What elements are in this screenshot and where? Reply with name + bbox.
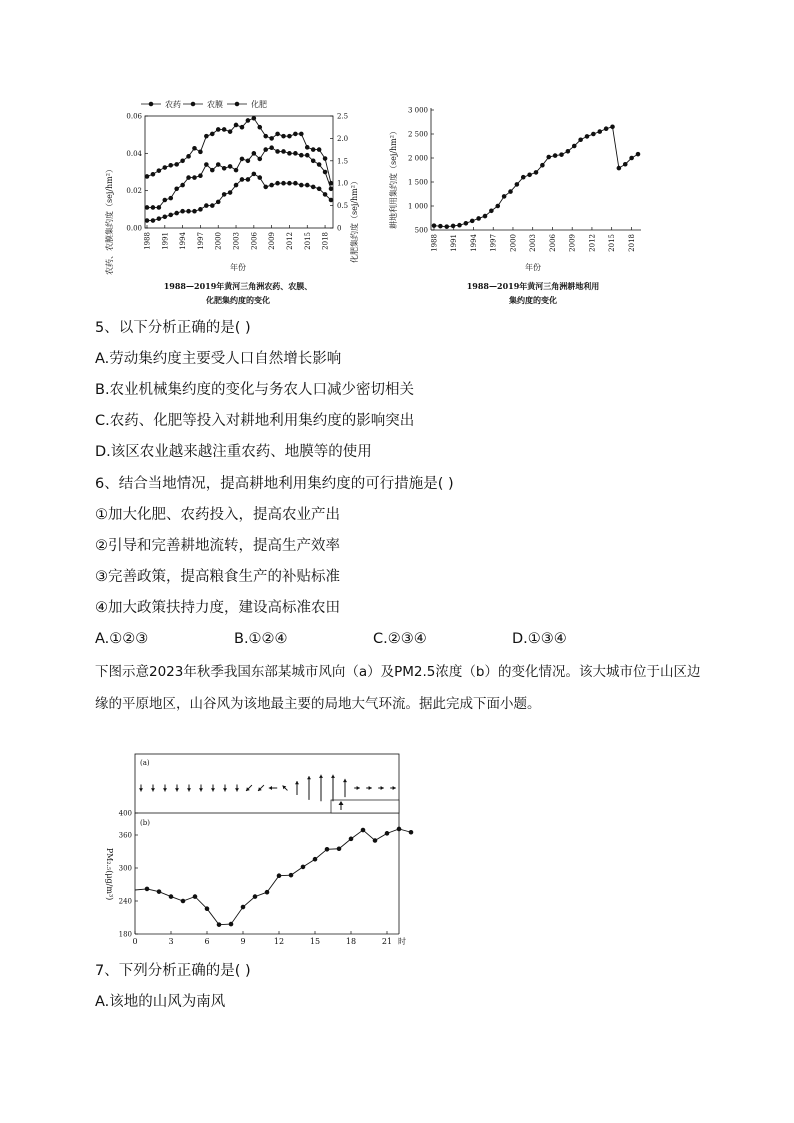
chart-title-line2: 化肥集约度的变化 bbox=[206, 295, 270, 305]
data-point-农药 bbox=[181, 209, 185, 213]
q5-option-d: D.该区农业越来越注重农药、地膜等的使用 bbox=[95, 444, 372, 460]
y2-tick-label: 2.0 bbox=[337, 134, 349, 143]
q5-option-a: A.劳动集约度主要受人口自然增长影响 bbox=[95, 351, 342, 367]
data-point bbox=[598, 130, 602, 134]
y-tick-label: 0.04 bbox=[126, 149, 142, 158]
wind-arrowhead bbox=[235, 788, 239, 791]
wind-arrowhead bbox=[357, 786, 360, 790]
data-point-农膜 bbox=[288, 151, 292, 155]
data-point bbox=[502, 195, 506, 199]
panel-b-label: (b) bbox=[140, 819, 150, 827]
data-point bbox=[636, 152, 640, 156]
x-tick-label: 3 bbox=[168, 937, 174, 946]
data-point bbox=[496, 204, 500, 208]
data-point bbox=[528, 173, 532, 177]
y-tick-label: 1 000 bbox=[407, 202, 428, 211]
x-tick-label: 2015 bbox=[608, 234, 617, 252]
data-point-农药 bbox=[228, 191, 232, 195]
pm25-point bbox=[337, 847, 341, 851]
data-point-农膜 bbox=[311, 159, 315, 163]
data-point-化肥 bbox=[163, 166, 167, 170]
q6-statement-2: ②引导和完善耕地流转，提高生产效率 bbox=[95, 538, 340, 554]
pm25-point bbox=[289, 873, 293, 877]
x-tick-label: 1988 bbox=[430, 234, 439, 252]
legend-marker bbox=[149, 102, 153, 106]
data-point-化肥 bbox=[234, 123, 238, 127]
data-point bbox=[585, 135, 589, 139]
intro-paragraph: 下图示意2023年秋季我国东部某城市风向（a）及PM2.5浓度（b）的变化情况。该大城市位于山区边缘的平原地区，山谷风为该地最主要的局地大气环流。据此完成下面小题。 bbox=[95, 664, 701, 712]
y-tick-label: 2 000 bbox=[407, 154, 428, 163]
data-point bbox=[515, 183, 519, 187]
pm25-point bbox=[361, 828, 365, 832]
pm25-point bbox=[157, 890, 161, 894]
data-point bbox=[623, 162, 627, 166]
data-point-农膜 bbox=[181, 183, 185, 187]
data-point-化肥 bbox=[145, 175, 149, 179]
data-point-化肥 bbox=[264, 134, 268, 138]
y2-tick-label: 0.5 bbox=[337, 202, 349, 211]
pm25-line bbox=[135, 829, 411, 925]
legend-label-1: 农膜 bbox=[207, 100, 223, 109]
data-point-化肥 bbox=[222, 128, 226, 132]
chart-wind-pm25 bbox=[95, 750, 415, 952]
y-tick-label: 240 bbox=[118, 897, 132, 906]
data-point bbox=[540, 163, 544, 167]
y2-tick-label: 2.5 bbox=[337, 112, 349, 121]
x-axis-unit: 时 bbox=[398, 937, 406, 946]
pm25-point bbox=[409, 830, 413, 834]
pm25-point bbox=[397, 827, 401, 831]
data-point-化肥 bbox=[288, 134, 292, 138]
y2-tick-label: 0 bbox=[337, 224, 342, 233]
pm25-point bbox=[181, 899, 185, 903]
data-point bbox=[604, 127, 608, 131]
wind-arrowhead bbox=[151, 788, 155, 791]
data-point bbox=[617, 166, 621, 170]
y-tick-label: 360 bbox=[118, 831, 132, 840]
y2-axis-label: 化肥集约度（sej/hm²） bbox=[350, 177, 359, 263]
x-tick-label: 2006 bbox=[250, 232, 259, 250]
y-tick-label: 400 bbox=[118, 809, 132, 818]
x-tick-label: 6 bbox=[204, 937, 210, 946]
data-point-化肥 bbox=[187, 154, 191, 158]
y-tick-label: 0.00 bbox=[126, 224, 142, 233]
y-tick-label: 2 500 bbox=[407, 130, 428, 139]
wind-arrowhead bbox=[269, 786, 272, 790]
data-point-化肥 bbox=[246, 119, 250, 123]
data-point-农药 bbox=[282, 181, 286, 185]
data-point-农膜 bbox=[240, 157, 244, 161]
x-tick-label: 1988 bbox=[143, 232, 152, 250]
legend-label-2: 化肥 bbox=[251, 100, 267, 109]
pm25-point bbox=[385, 831, 389, 835]
chart3-svg bbox=[95, 750, 415, 952]
data-point bbox=[445, 225, 449, 229]
data-point-农膜 bbox=[293, 151, 297, 155]
wind-arrowhead bbox=[307, 776, 311, 779]
x-tick-label: 2009 bbox=[568, 234, 577, 252]
data-point bbox=[470, 219, 474, 223]
q6-stem: 6、结合当地情况，提高耕地利用集约度的可行措施是( ) bbox=[95, 476, 454, 492]
data-point-化肥 bbox=[323, 157, 327, 161]
x-tick-label: 9 bbox=[240, 937, 246, 946]
data-point-农药 bbox=[258, 176, 262, 180]
x-tick-label: 1994 bbox=[469, 234, 478, 252]
pm25-point bbox=[253, 895, 257, 899]
pm25-point bbox=[277, 874, 281, 878]
y2-tick-label: 1.0 bbox=[337, 179, 349, 188]
data-point-农膜 bbox=[145, 206, 149, 210]
data-point-化肥 bbox=[151, 172, 155, 176]
data-point-化肥 bbox=[199, 150, 203, 154]
data-point bbox=[464, 221, 468, 225]
data-point-化肥 bbox=[210, 132, 214, 136]
wind-arrowhead bbox=[139, 788, 143, 791]
data-point bbox=[451, 224, 455, 228]
data-point-农膜 bbox=[252, 151, 256, 155]
data-point-农膜 bbox=[163, 198, 167, 202]
x-tick-label: 2000 bbox=[509, 234, 518, 252]
data-point-农膜 bbox=[210, 168, 214, 172]
wind-arrowhead bbox=[163, 788, 167, 791]
data-point-农膜 bbox=[187, 176, 191, 180]
data-point bbox=[521, 175, 525, 179]
chart-cropland-intensity bbox=[383, 98, 663, 314]
data-point-化肥 bbox=[157, 169, 161, 173]
legend-label-0: 农药 bbox=[165, 100, 181, 109]
legend-marker bbox=[235, 102, 239, 106]
data-point bbox=[572, 144, 576, 148]
chart-title-line1: 1988—2019年黄河三角洲耕地利用 bbox=[466, 281, 600, 291]
legend-marker bbox=[191, 102, 195, 106]
wind-arrowhead bbox=[199, 788, 203, 791]
x-tick-label: 2018 bbox=[321, 232, 330, 250]
data-point-化肥 bbox=[252, 116, 256, 120]
data-point bbox=[560, 153, 564, 157]
data-point-农膜 bbox=[234, 168, 238, 172]
data-point-农药 bbox=[151, 219, 155, 223]
data-point-化肥 bbox=[228, 130, 232, 134]
data-point-化肥 bbox=[181, 159, 185, 163]
x-tick-label: 21 bbox=[381, 937, 393, 946]
x-tick-label: 2012 bbox=[588, 234, 597, 252]
wind-arrowhead bbox=[211, 788, 215, 791]
chart1-svg bbox=[95, 92, 370, 314]
data-point-农药 bbox=[276, 181, 280, 185]
data-point-农膜 bbox=[193, 176, 197, 180]
x-tick-label: 12 bbox=[273, 937, 285, 946]
x-axis-label: 年份 bbox=[525, 263, 541, 272]
data-point-农药 bbox=[311, 185, 315, 189]
q7-stem: 7、下列分析正确的是( ) bbox=[95, 963, 251, 979]
x-tick-label: 2006 bbox=[548, 234, 557, 252]
data-point-化肥 bbox=[329, 181, 333, 185]
q5-option-c: C.农药、化肥等投入对耕地利用集约度的影响突出 bbox=[95, 413, 415, 429]
data-point-农药 bbox=[264, 185, 268, 189]
data-point-农膜 bbox=[270, 146, 274, 150]
data-point-化肥 bbox=[193, 146, 197, 150]
data-point-农药 bbox=[169, 213, 173, 217]
data-point-农膜 bbox=[282, 150, 286, 154]
y-tick-label: 500 bbox=[414, 226, 428, 235]
series-line bbox=[434, 127, 638, 227]
data-point bbox=[630, 156, 634, 160]
data-point-农膜 bbox=[175, 187, 179, 191]
q6-statement-4: ④加大政策扶持力度，建设高标准农田 bbox=[95, 600, 340, 616]
data-point bbox=[432, 224, 436, 228]
x-tick-label: 2012 bbox=[285, 232, 294, 250]
data-point-农膜 bbox=[204, 163, 208, 167]
q7-option-a: A.该地的山风为南风 bbox=[95, 994, 226, 1010]
y-tick-label: 300 bbox=[118, 864, 132, 873]
data-point bbox=[566, 149, 570, 153]
data-point bbox=[489, 209, 493, 213]
data-point-农药 bbox=[187, 209, 191, 213]
data-point-农膜 bbox=[264, 148, 268, 152]
data-point-农膜 bbox=[258, 157, 262, 161]
data-point bbox=[483, 214, 487, 218]
data-point-农膜 bbox=[246, 159, 250, 163]
data-point-农膜 bbox=[299, 153, 303, 157]
wind-arrowhead bbox=[343, 779, 347, 782]
data-point-农药 bbox=[240, 178, 244, 182]
q6-statement-3: ③完善政策，提高粮食生产的补贴标准 bbox=[95, 569, 340, 585]
data-point-农药 bbox=[252, 172, 256, 176]
data-point bbox=[579, 138, 583, 142]
data-point-化肥 bbox=[282, 134, 286, 138]
pm25-point bbox=[265, 890, 269, 894]
data-point-化肥 bbox=[317, 148, 321, 152]
data-point-农膜 bbox=[157, 206, 161, 210]
wind-arrowhead bbox=[175, 788, 179, 791]
x-tick-label: 2015 bbox=[303, 232, 312, 250]
data-point-农膜 bbox=[151, 206, 155, 210]
data-point-农药 bbox=[175, 211, 179, 215]
data-point-化肥 bbox=[169, 163, 173, 167]
data-point-化肥 bbox=[270, 137, 274, 141]
data-point-农药 bbox=[204, 204, 208, 208]
data-point-农药 bbox=[299, 183, 303, 187]
q6-options bbox=[95, 629, 567, 649]
pm25-point bbox=[349, 837, 353, 841]
wind-arrowhead bbox=[319, 775, 323, 778]
chart2-svg bbox=[383, 98, 663, 314]
x-tick-label: 1991 bbox=[161, 232, 170, 250]
chart-pesticide-film-fertilizer bbox=[95, 92, 370, 314]
q6-option-b: B.①②④ bbox=[234, 631, 288, 647]
pm25-point bbox=[313, 857, 317, 861]
y-axis-label: 耕地利用集约度（sej/hm²） bbox=[389, 127, 398, 229]
pm25-point bbox=[373, 839, 377, 843]
data-point-农膜 bbox=[228, 165, 232, 169]
y-tick-label: 1 500 bbox=[407, 178, 428, 187]
chart-title-line1: 1988—2019年黄河三角洲农药、农膜、 bbox=[163, 281, 313, 291]
pm25-point bbox=[301, 865, 305, 869]
data-point bbox=[591, 132, 595, 136]
panel-a-label: (a) bbox=[140, 759, 150, 767]
pm25-point bbox=[193, 895, 197, 899]
data-point-农膜 bbox=[216, 163, 220, 167]
data-point-农膜 bbox=[276, 150, 280, 154]
data-point-化肥 bbox=[216, 128, 220, 132]
pm25-point bbox=[241, 905, 245, 909]
data-point-农药 bbox=[157, 217, 161, 221]
pm25-point bbox=[229, 922, 233, 926]
q6-option-c: C.②③④ bbox=[373, 631, 427, 647]
data-point-农药 bbox=[210, 204, 214, 208]
y-tick-label: 3 000 bbox=[407, 106, 428, 115]
data-point bbox=[534, 171, 538, 175]
x-tick-label: 2003 bbox=[529, 234, 538, 252]
data-point-农药 bbox=[193, 209, 197, 213]
y-axis-label: 农药、农膜集约度（sej/hm²） bbox=[105, 165, 114, 275]
x-tick-label: 15 bbox=[309, 937, 321, 946]
q5-option-b: B.农业机械集约度的变化与务农人口减少密切相关 bbox=[95, 382, 415, 398]
data-point bbox=[509, 190, 513, 194]
series-line-农膜 bbox=[147, 148, 331, 208]
q6-option-d: D.①③④ bbox=[512, 631, 567, 647]
y-tick-label: 0.06 bbox=[126, 112, 142, 121]
data-point-农药 bbox=[323, 193, 327, 197]
data-point-农膜 bbox=[199, 174, 203, 178]
data-point bbox=[547, 155, 551, 159]
data-point-农药 bbox=[246, 178, 250, 182]
data-point-农膜 bbox=[323, 170, 327, 174]
data-point-农药 bbox=[317, 187, 321, 191]
data-point-农药 bbox=[216, 200, 220, 204]
wind-arrowhead bbox=[369, 786, 372, 790]
pm25-point bbox=[217, 923, 221, 927]
data-point-农药 bbox=[145, 219, 149, 223]
data-point-农药 bbox=[288, 181, 292, 185]
data-point-农药 bbox=[329, 198, 333, 202]
data-point bbox=[438, 224, 442, 228]
y-tick-label: 180 bbox=[118, 930, 132, 939]
data-point-化肥 bbox=[305, 145, 309, 149]
data-point-化肥 bbox=[293, 132, 297, 136]
y-axis-label: PM₂.₅(μg/m³) bbox=[105, 847, 114, 901]
data-point bbox=[553, 154, 557, 158]
data-point-农药 bbox=[293, 181, 297, 185]
data-point-农药 bbox=[163, 215, 167, 219]
q6-option-a: A.①②③ bbox=[95, 631, 149, 647]
data-point-农药 bbox=[222, 193, 226, 197]
wind-arrowhead bbox=[295, 781, 299, 784]
data-point-农药 bbox=[305, 183, 309, 187]
pm25-point bbox=[169, 895, 173, 899]
data-point-农膜 bbox=[222, 166, 226, 170]
pm25-point bbox=[205, 907, 209, 911]
pm25-point bbox=[145, 887, 149, 891]
y2-tick-label: 1.5 bbox=[337, 157, 349, 166]
wind-arrowhead bbox=[223, 788, 227, 791]
x-axis-label: 年份 bbox=[230, 263, 246, 272]
data-point-农膜 bbox=[169, 196, 173, 200]
data-point bbox=[477, 217, 481, 221]
wind-arrowhead bbox=[381, 786, 384, 790]
data-point-化肥 bbox=[311, 148, 315, 152]
data-point-化肥 bbox=[204, 134, 208, 138]
x-tick-label: 2009 bbox=[268, 232, 277, 250]
data-point-农药 bbox=[199, 207, 203, 211]
data-point-化肥 bbox=[240, 125, 244, 129]
x-tick-label: 1997 bbox=[196, 232, 205, 250]
x-tick-label: 1994 bbox=[179, 232, 188, 250]
x-tick-label: 1997 bbox=[489, 234, 498, 252]
data-point-化肥 bbox=[175, 162, 179, 166]
chart-title-line2: 集约度的变化 bbox=[509, 295, 557, 305]
x-tick-label: 2003 bbox=[232, 232, 241, 250]
data-point-化肥 bbox=[276, 132, 280, 136]
data-point-农膜 bbox=[329, 187, 333, 191]
data-point bbox=[458, 223, 462, 227]
wind-arrowhead bbox=[393, 786, 396, 790]
q6-statement-1: ①加大化肥、农药投入，提高农业产出 bbox=[95, 507, 340, 523]
wind-arrowhead bbox=[331, 775, 335, 778]
x-tick-label: 2018 bbox=[627, 234, 636, 252]
data-point-农膜 bbox=[305, 153, 309, 157]
data-point-化肥 bbox=[258, 125, 262, 129]
data-point-农药 bbox=[234, 183, 238, 187]
y-tick-label: 0.02 bbox=[126, 187, 142, 196]
x-tick-label: 1991 bbox=[450, 234, 459, 252]
data-point-化肥 bbox=[299, 132, 303, 136]
data-point bbox=[611, 125, 615, 129]
data-point-农药 bbox=[270, 183, 274, 187]
data-point-农膜 bbox=[317, 163, 321, 167]
pm25-point bbox=[325, 847, 329, 851]
q5-stem: 5、以下分析正确的是( ) bbox=[95, 320, 251, 336]
x-tick-label: 18 bbox=[345, 937, 357, 946]
x-tick-label: 0 bbox=[132, 937, 138, 946]
wind-arrowhead bbox=[187, 788, 191, 791]
plot-frame bbox=[145, 116, 333, 228]
x-tick-label: 2000 bbox=[214, 232, 223, 250]
series-line-化肥 bbox=[147, 118, 331, 183]
